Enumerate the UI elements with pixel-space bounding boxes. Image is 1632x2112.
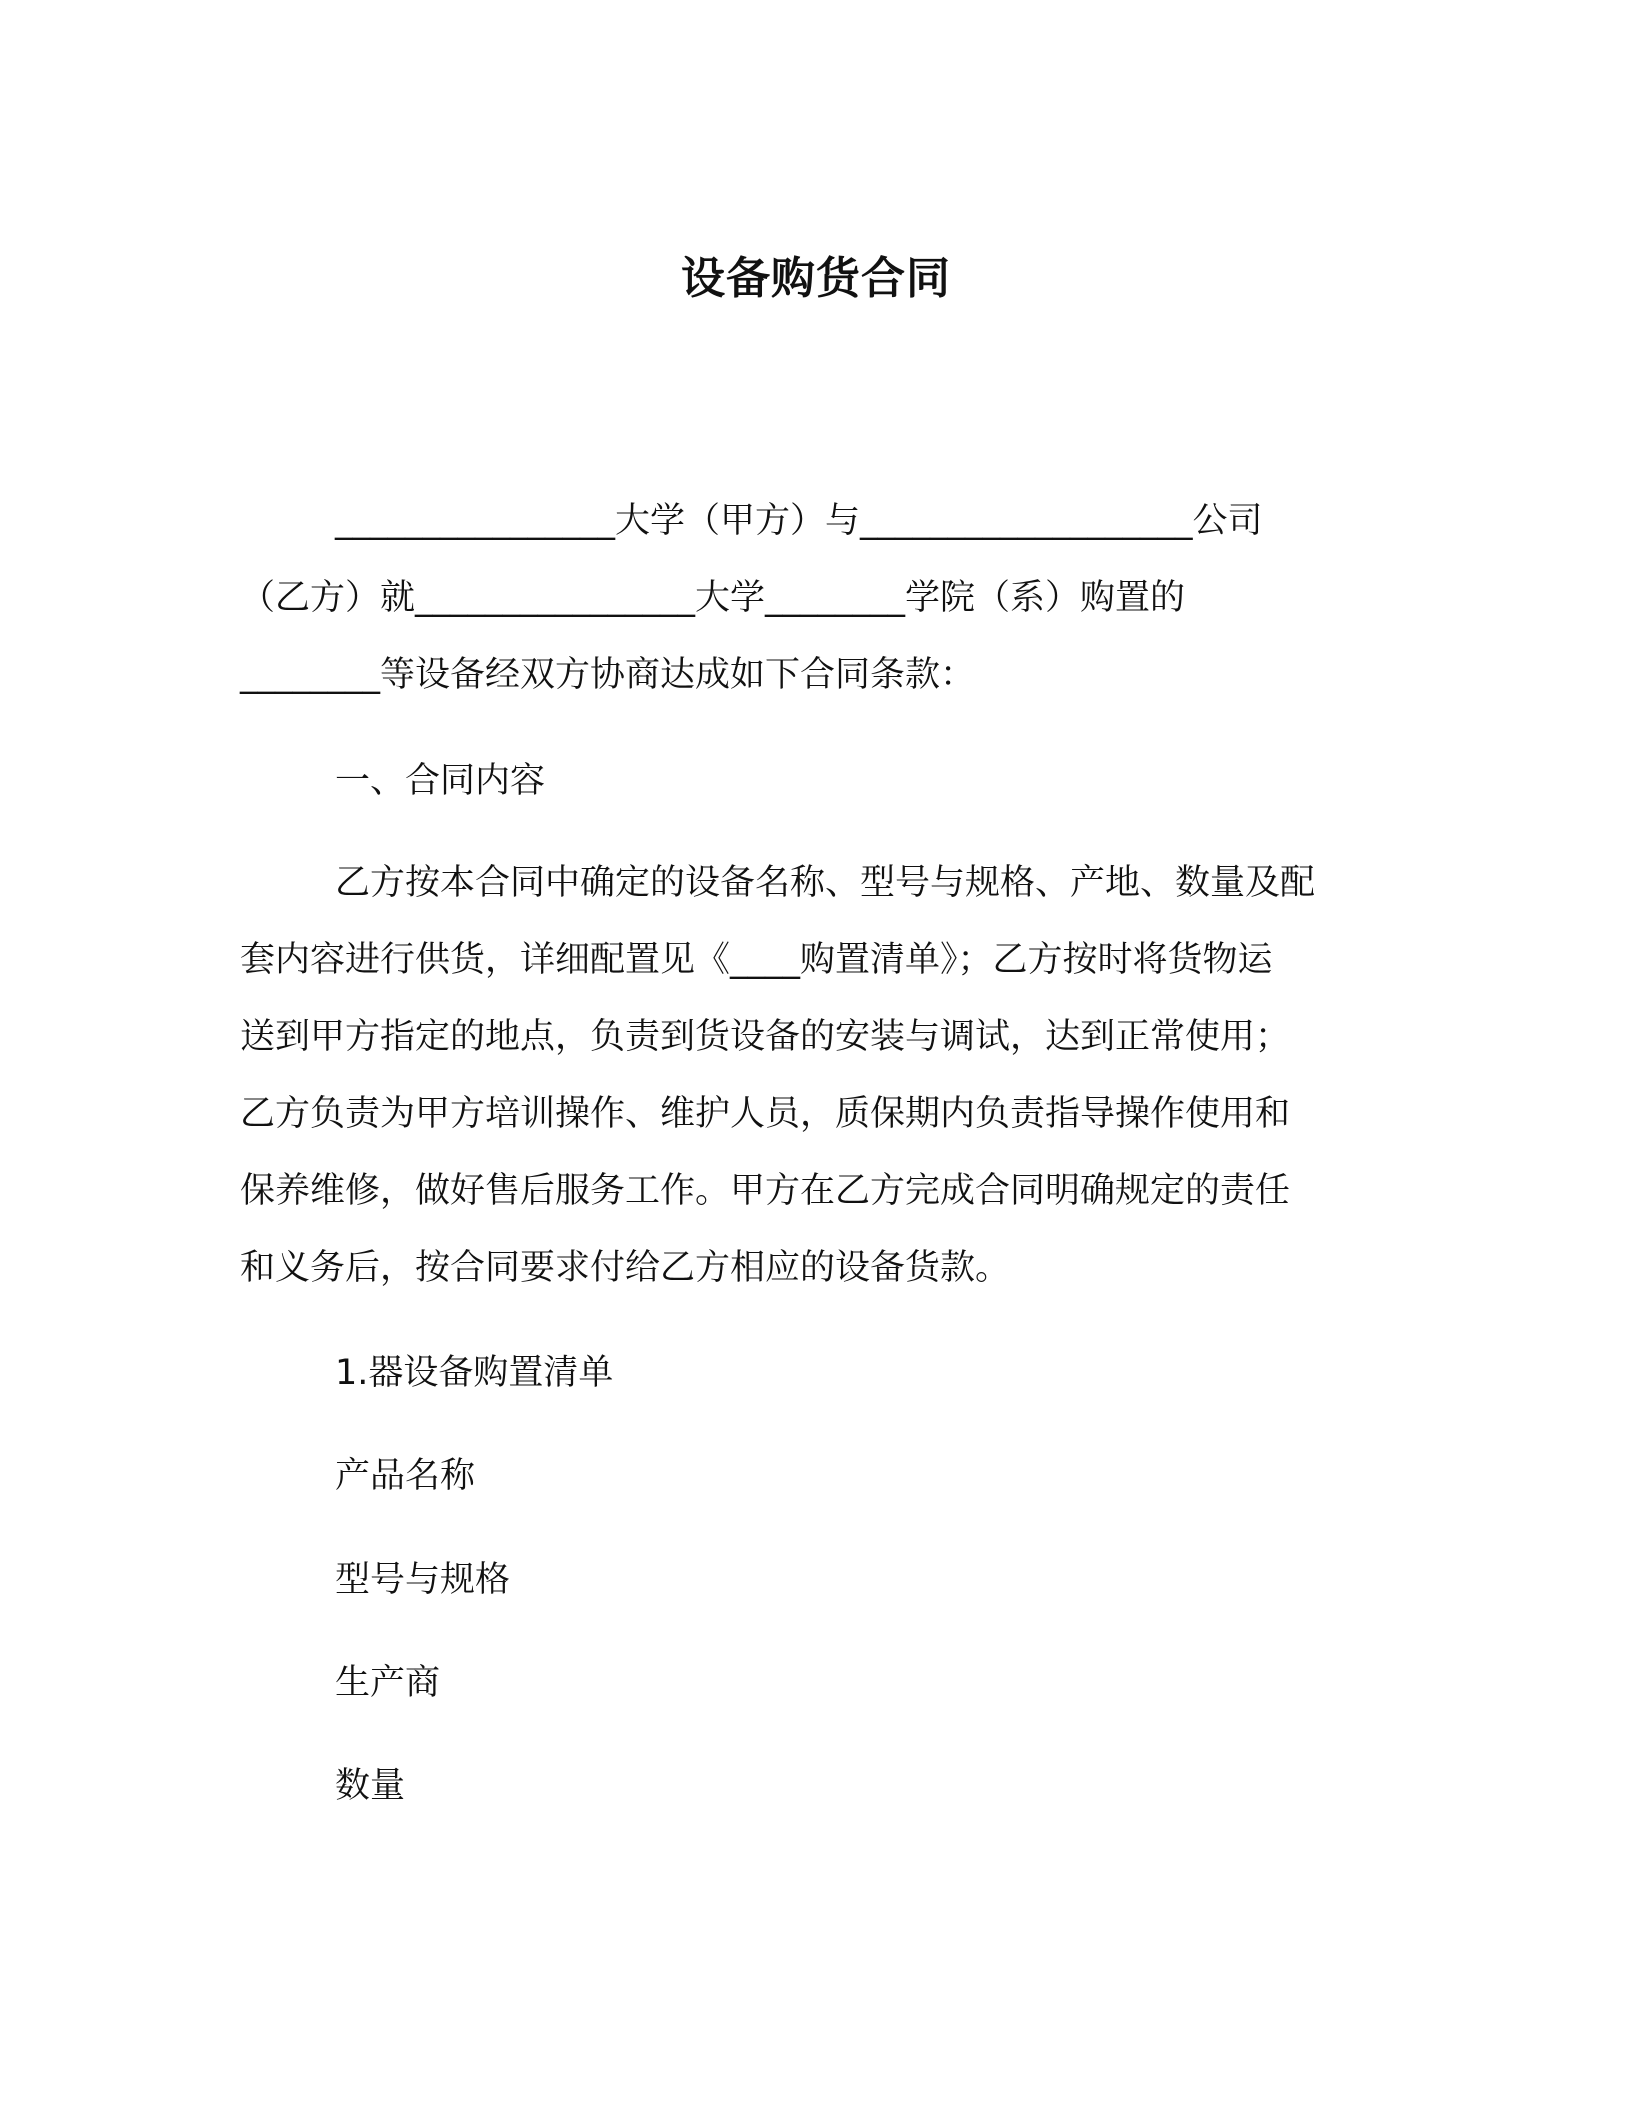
- content-line-1: 乙方按本合同中确定的设备名称、型号与规格、产地、数量及配: [335, 863, 1316, 903]
- equipment-list-item-model-specification: 型号与规格: [335, 1560, 511, 1600]
- equipment-list-item-product-name: 产品名称: [335, 1456, 476, 1496]
- intro-line-2: （乙方）就________________大学________学院（系）购置的: [240, 578, 1186, 618]
- content-line-3: 送到甲方指定的地点，负责到货设备的安装与调试，达到正常使用；: [240, 1017, 1291, 1057]
- equipment-list-title: 1.器设备购置清单: [335, 1353, 614, 1393]
- intro-line-3: ________等设备经双方协商达成如下合同条款：: [240, 655, 976, 695]
- content-line-5: 保养维修，做好售后服务工作。甲方在乙方完成合同明确规定的责任: [240, 1171, 1291, 1211]
- intro-paragraph: [240, 483, 1390, 714]
- contract-content-paragraph: [240, 845, 1390, 1307]
- intro-line-1: ________________大学（甲方）与___________________公司: [335, 501, 1263, 541]
- contract-title: 设备购货合同: [681, 253, 951, 305]
- section-heading-contract-content: 一、合同内容: [335, 761, 546, 801]
- content-line-6: 和义务后，按合同要求付给乙方相应的设备货款。: [240, 1248, 1011, 1288]
- equipment-list-item-quantity: 数量: [335, 1766, 406, 1806]
- content-line-2: 套内容进行供货，详细配置见《____购置清单》；乙方按时将货物运: [240, 940, 1273, 980]
- equipment-list-item-manufacturer: 生产商: [335, 1663, 441, 1703]
- content-line-4: 乙方负责为甲方培训操作、维护人员，质保期内负责指导操作使用和: [240, 1094, 1291, 1134]
